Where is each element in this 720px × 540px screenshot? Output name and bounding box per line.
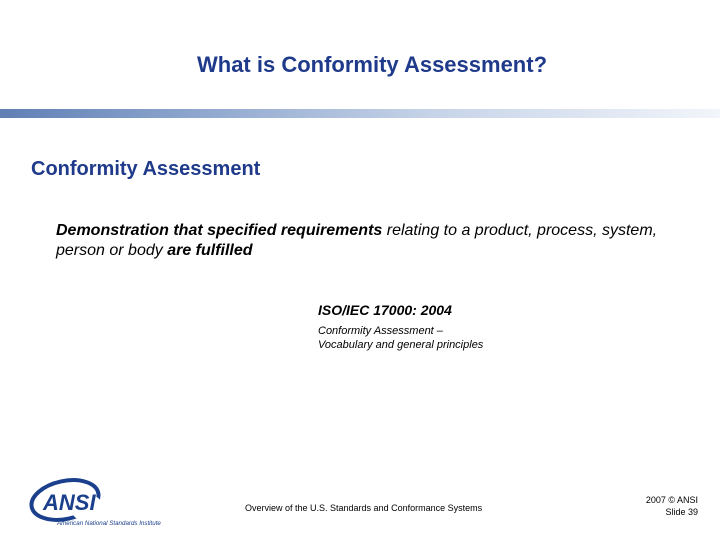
section-heading: Conformity Assessment	[31, 158, 261, 180]
title-divider-bar	[0, 109, 720, 118]
definition-normal-phrase: relating to a product, process, system, person or body	[56, 222, 658, 259]
reference-title: ISO/IEC 17000: 2004	[318, 302, 452, 318]
ansi-logo	[27, 478, 177, 530]
logo-text: ANSI	[43, 490, 96, 515]
reference-subtitle	[318, 324, 483, 352]
reference-line-2: Vocabulary and general principles	[318, 339, 484, 351]
footer-presentation-title: Overview of the U.S. Standards and Conformance Systems	[245, 503, 483, 513]
footer-slide-number: Slide 39	[665, 507, 698, 517]
reference-line-1: Conformity Assessment –	[318, 325, 443, 337]
slide-title: What is Conformity Assessment?	[196, 52, 548, 77]
footer-slide-info	[646, 494, 698, 518]
logo-subtext: American National Standards Institute	[57, 520, 161, 527]
footer-copyright: 2007 © ANSI	[645, 495, 698, 505]
definition-text	[56, 221, 696, 261]
definition-bold-phrase: Demonstration that specified requirements	[56, 222, 383, 239]
definition-bold-ending: are fulfilled	[167, 242, 253, 259]
